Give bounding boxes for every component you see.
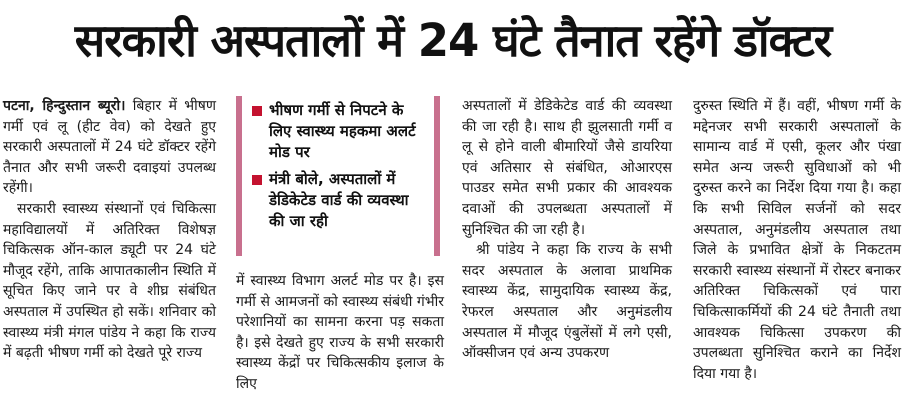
paragraph-text: बिहार में भीषण गर्मी एवं लू (हीट वेव) को देखते हुए सरकारी अस्पतालों में 24 घंटे डॉक्टर रहेंगे तैनात और सभी जरूरी दवाइयां उपलब्ध रहेंगी। xyxy=(3,98,216,197)
highlight-text: मंत्री बोले, अस्पतालों में डेडिकेटेड वार्ड की व्यवस्था की जा रही xyxy=(269,170,409,230)
paragraph xyxy=(3,96,216,199)
highlight-text: भीषण गर्मी से निपटने के लिए स्वास्थ्य महकमा अलर्ट मोड पर xyxy=(269,101,416,161)
paragraph: अस्पतालों में डेडिकेटेड वार्ड की व्यवस्था की जा रही है। साथ ही झुलसाती गर्मी व लू से होने वाली बीमारियों जैसे डायरिया एवं अतिसार से संबंधित, ओआरएस पाउडर समेत सभी प्रकार की आवश्यक दवाओं की उपलब्धता अस्पतालों में सुनिश्चित की जा रही है। xyxy=(462,98,672,238)
square-bullet-icon xyxy=(252,175,262,185)
highlights-box xyxy=(236,96,440,256)
article-column-4 xyxy=(693,96,901,384)
article-column-2 xyxy=(236,271,444,395)
square-bullet-icon xyxy=(252,106,262,116)
highlight-item xyxy=(252,100,426,163)
paragraph: दुरुस्त स्थिति में हैं। वहीं, भीषण गर्मी के मद्देनजर सभी सरकारी अस्पतालों के सामान्य वार्ड में एसी, कूलर और पंखा समेत अन्य जरूरी सुविधाओं को भी दुरुस्त करने का निर्देश दिया गया है। कहा कि सभी सिविल सर्जनों को सदर अस्पताल, अनुमंडलीय अस्पताल तथा जिले के प्रभावित क्षेत्रों के निकटतम सरकारी स्वास्थ्य संस्थानों में रोस्टर बनाकर अतिरिक्त चिकित्सकों एवं पारा चिकित्साकर्मियों की 24 घंटे तैनाती तथा आवश्यक चिकित्सा उपकरण की उपलब्धता सुनिश्चित कराने का निर्देश दिया गया है। xyxy=(693,98,901,382)
paragraph: में स्वास्थ्य विभाग अलर्ट मोड पर है। इस गर्मी से आमजनों को स्वास्थ्य संबंधी गंभीर परेशानियों का सामना करना पड़ सकता है। इसे देखते हुए राज्य के सभी सरकारी स्वास्थ्य केंद्रों पर चिकित्सकीय इलाज के लिए xyxy=(236,273,444,392)
article-column-3 xyxy=(462,96,672,364)
dateline: पटना, हिन्दुस्तान ब्यूरो। xyxy=(3,98,126,114)
headline: सरकारी अस्पतालों में 24 घंटे तैनात रहेंगे डॉक्टर xyxy=(74,13,832,67)
article-column-1 xyxy=(3,96,216,364)
highlight-item xyxy=(252,169,426,232)
paragraph: सरकारी स्वास्थ्य संस्थानों एवं चिकित्सा महाविद्यालयों में अतिरिक्त विशेषज्ञ चिकित्सक ऑन-काल ड्यूटी पर 24 घंटे मौजूद रहेंगे, ताकि आपातकालीन स्थिति में सूचित किए जाने पर वे शीघ्र संबंधित अस्पताल में उपस्थित हो सकें। शनिवार को स्वास्थ्य मंत्री मंगल पांडेय ने कहा कि राज्य में बढ़ती भीषण गर्मी को देखते पूरे राज्य xyxy=(3,200,216,362)
paragraph: श्री पांडेय ने कहा कि राज्य के सभी सदर अस्पताल के अलावा प्राथमिक स्वास्थ्य केंद्र, सामुदायिक स्वास्थ्य केंद्र, रेफरल अस्पताल और अनुमंडलीय अस्पताल में मौजूद एंबुलेंसों में लगे एसी, ऑक्सीजन एवं अन्य उपकरण xyxy=(462,242,672,362)
